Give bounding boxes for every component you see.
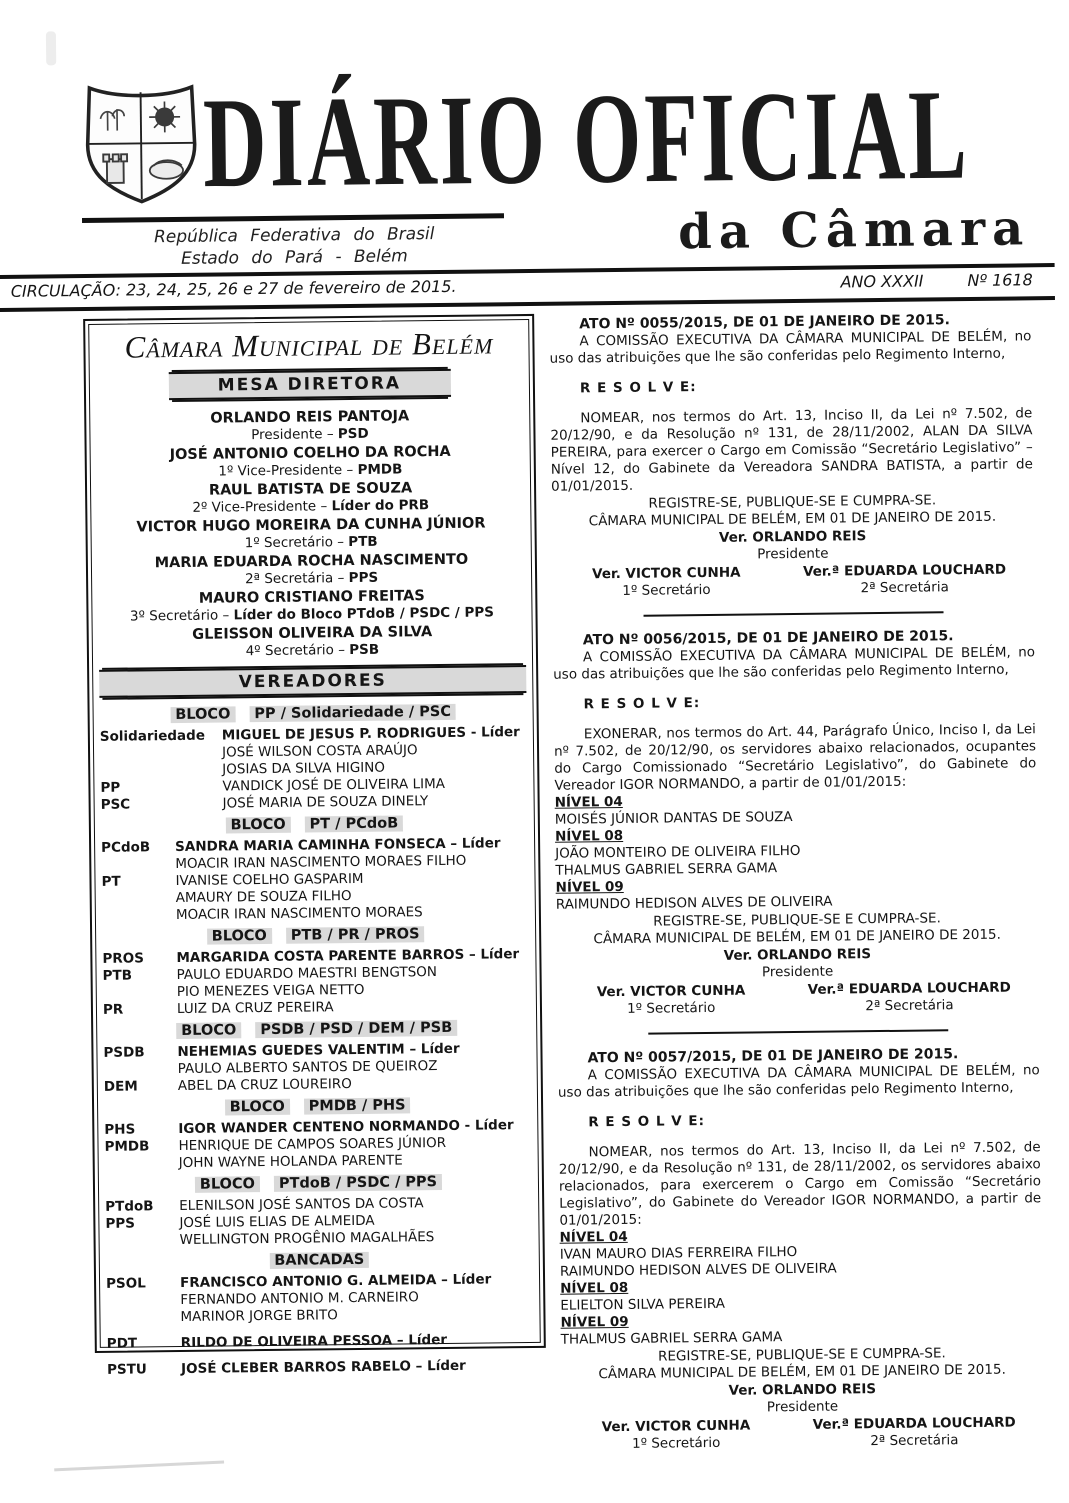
member-name: JOSÉ ANTONIO COELHO DA ROCHA: [97, 442, 524, 465]
party-label: PROS: [102, 950, 176, 968]
member-role: 2º Vice-Presidente – Líder do PRB: [97, 496, 524, 517]
signature-secretaries: [552, 560, 1034, 600]
party-label: DEM: [104, 1078, 178, 1096]
vereador-name: PAULO ALBERTO SANTOS DE QUEIROZ: [178, 1057, 531, 1078]
party-label: PSDB: [103, 1044, 177, 1062]
party-label: PMDB: [104, 1138, 178, 1156]
vereador-name: LUIZ DA CRUZ PEREIRA: [177, 997, 530, 1018]
signature-secretaries: [557, 978, 1039, 1018]
nivel-name: MOISÉS JÚNIOR DANTAS DE SOUZA: [555, 806, 1037, 828]
signature-secretary-2: Ver.ª EDUARDA LOUCHARD 2ª Secretária: [813, 1415, 1016, 1451]
party-label: [102, 907, 176, 925]
vereador-name: FERNANDO ANTONIO M. CARNEIRO: [180, 1288, 533, 1309]
vereador-row: [107, 1331, 534, 1353]
signature-president-role: Presidente: [557, 961, 1039, 983]
ato-0056: [553, 626, 1039, 1018]
bloco-header: BLOCO PP / Solidariedade / PSC: [100, 701, 527, 727]
nivel-name: RAIMUNDO HEDISON ALVES DE OLIVEIRA: [560, 1258, 1042, 1280]
bloco-group: [101, 812, 529, 925]
section-separator: [644, 611, 944, 616]
vereador-name: MIGUEL DE JESUS P. RODRIGUES - Líder: [222, 724, 527, 744]
vereador-row: [106, 1228, 533, 1250]
signature-president-role: Presidente: [552, 543, 1034, 565]
vereador-name: SANDRA MARIA CAMINHA FONSECA – Líder: [175, 835, 528, 856]
member-role: Presidente – PSD: [96, 424, 523, 445]
member-name: VICTOR HUGO MOREIRA DA CUNHA JÚNIOR: [97, 514, 524, 537]
bloco-group: [105, 1171, 533, 1250]
ato-intro: A COMISSÃO EXECUTIVA DA CÂMARA MUNICIPAL DE BELÉM, no uso das atribuições que lhe são conferidas pelo Regimento Interno,: [553, 644, 1035, 683]
nivel-heading: NÍVEL 09: [560, 1309, 1042, 1331]
resolve-label: R E S O L V E:: [550, 375, 1032, 397]
member-name: ORLANDO REIS PANTOJA: [96, 406, 523, 429]
republic-line-1: República Federativa do Brasil: [94, 222, 494, 249]
bloco-header: BLOCO PTdoB / PSDC / PPS: [105, 1171, 532, 1197]
ato-body: NOMEAR, nos termos do Art. 13, Inciso II, da Lei nº 7.502, de 20/12/90, e da Resolução nº 131, de 28/11/2002, ALAN DA SILVA PEREIRA, para exercer o Cargo em Comissão “Secretário Legislativo” – Nível 12, do Gabinete da Vereadora SANDRA BATISTA, a partir de 01/01/2015.: [550, 405, 1033, 495]
nivel-name: IVAN MAURO DIAS FERREIRA FILHO: [560, 1241, 1042, 1263]
vereador-name: JOSÉ WILSON COSTA ARAÚJO: [222, 741, 527, 761]
member-role: 1º Vice-Presidente – PMDB: [97, 460, 524, 481]
signature-secretary-1: Ver. VICTOR CUNHA 1º Secretário: [602, 1418, 751, 1454]
bloco-group: [104, 1094, 532, 1173]
member-role: 1º Secretário – PTB: [98, 532, 525, 553]
ato-0057: [557, 1044, 1044, 1453]
nivel-heading: NÍVEL 09: [556, 874, 1038, 896]
republic-line-2: Estado do Pará - Belém: [94, 244, 494, 271]
party-label: [100, 761, 222, 779]
vereador-name: ELENILSON JOSÉ SANTOS DA COSTA: [179, 1194, 532, 1215]
vereador-name: AMAURY DE SOUZA FILHO: [176, 886, 529, 907]
party-label: PTdoB: [105, 1198, 179, 1216]
signature-secretary-2: Ver.ª EDUARDA LOUCHARD 2ª Secretária: [808, 980, 1011, 1016]
member-name: MAURO CRISTIANO FREITAS: [98, 586, 525, 609]
party-label: PP: [100, 778, 222, 796]
party-label: PSC: [101, 795, 223, 813]
signature-secretary-2: Ver.ª EDUARDA LOUCHARD 2ª Secretária: [803, 562, 1006, 598]
vereador-row: [101, 792, 528, 814]
section-separator: [648, 1029, 948, 1034]
party-label: [103, 984, 177, 1002]
vereador-name: MOACIR IRAN NASCIMENTO MORAES FILHO: [175, 852, 528, 873]
signature-secretaries: [562, 1413, 1044, 1453]
bloco-group: [102, 923, 530, 1019]
bloco-header: BLOCO PT / PCdoB: [101, 812, 528, 838]
ato-title: ATO Nº 0055/2015, DE 01 DE JANEIRO DE 2015.: [549, 310, 1031, 333]
party-label: [102, 890, 176, 908]
party-label: [106, 1292, 180, 1310]
republic-lines: [94, 222, 494, 271]
closing-line: REGISTRE-SE, PUBLIQUE-SE E CUMPRA-SE.: [556, 909, 1038, 931]
member-name: GLEISSON OLIVEIRA DA SILVA: [99, 622, 526, 645]
gazette-subtitle: da Câmara: [678, 200, 1031, 260]
vereador-row: [105, 1151, 532, 1173]
closing-line: CÂMARA MUNICIPAL DE BELÉM, EM 01 DE JANEIRO DE 2015.: [556, 926, 1038, 948]
bloco-header: BLOCO PSDB / PSD / DEM / PSB: [103, 1017, 530, 1043]
left-column-box: [83, 314, 546, 1353]
vereador-name: VANDICK JOSÉ DE OLIVEIRA LIMA: [222, 775, 527, 795]
vereador-name: ABEL DA CRUZ LOUREIRO: [178, 1074, 531, 1095]
member-role: 3º Secretário – Líder do Bloco PTdoB / PSDC / PPS: [98, 604, 525, 625]
party-label: PPS: [105, 1215, 179, 1233]
ato-body: NOMEAR, nos termos do Art. 13, Inciso II, da Lei nº 7.502, de 20/12/90, e da Resolução nº 131, de 28/11/2002, os servidores abaixo relacionados, para exercerem o Cargo em Comissão “Secretário Legislativo”, do Gabinete do Vereador IGOR NORMANDO, a partir de 01/01/2015:: [559, 1139, 1042, 1229]
closing-line: REGISTRE-SE, PUBLIQUE-SE E CUMPRA-SE.: [551, 491, 1033, 513]
party-label: [101, 856, 175, 874]
vereador-name: HENRIQUE DE CAMPOS SOARES JÚNIOR: [178, 1134, 531, 1155]
scan-artifact: [46, 31, 56, 65]
bloco-header: BLOCO PMDB / PHS: [104, 1094, 531, 1120]
party-label: PHS: [104, 1121, 178, 1139]
party-label: PCdoB: [101, 839, 175, 857]
signature-president-name: Ver. ORLANDO REIS: [552, 526, 1034, 548]
signature-president-name: Ver. ORLANDO REIS: [556, 944, 1038, 966]
resolve-label: R E S O L V E:: [553, 691, 1035, 713]
vereador-name: MARINOR JORGE BRITO: [180, 1305, 533, 1326]
vereador-name: RILDO DE OLIVEIRA PESSOA – Líder: [181, 1331, 534, 1352]
right-column: [549, 310, 1044, 1453]
bloco-group: [100, 701, 528, 814]
party-label: Solidariedade: [100, 727, 222, 745]
gazette-title: DIÁRIO OFICIAL: [202, 58, 1050, 218]
mesa-diretora-header: MESA DIRETORA: [168, 369, 450, 400]
bancadas-group: [106, 1248, 534, 1379]
vereador-name: JOSÉ CLEBER BARROS RABELO – Líder: [181, 1357, 534, 1378]
masthead-divider-left: [82, 213, 504, 223]
signature-president-name: Ver. ORLANDO REIS: [561, 1379, 1043, 1401]
vereador-row: [106, 1305, 533, 1327]
closing-line: CÂMARA MUNICIPAL DE BELÉM, EM 01 DE JANEIRO DE 2015.: [561, 1361, 1043, 1383]
bloco-header: BLOCO PTB / PR / PROS: [102, 923, 529, 949]
vereador-name: IVANISE COELHO GASPARIM: [175, 869, 528, 890]
nivel-heading: NÍVEL 08: [560, 1275, 1042, 1297]
left-column-inner: [88, 319, 541, 1348]
resolve-label: R E S O L V E:: [558, 1109, 1040, 1131]
signature-president-role: Presidente: [561, 1396, 1043, 1418]
nivel-name: RAIMUNDO HEDISON ALVES DE OLIVEIRA: [556, 891, 1038, 913]
vereador-name: MARGARIDA COSTA PARENTE BARROS – Líder: [176, 946, 529, 967]
edition-year: ANO XXXII: [840, 272, 923, 292]
vereador-row: [107, 1357, 534, 1379]
vereador-name: PIO MENEZES VEIGA NETTO: [177, 980, 530, 1001]
member-role: 4º Secretário – PSB: [99, 640, 526, 661]
nivel-name: ELIELTON SILVA PEREIRA: [560, 1292, 1042, 1314]
mesa-diretora-list: [96, 406, 526, 661]
party-label: [106, 1309, 180, 1327]
signature-secretary-1: Ver. VICTOR CUNHA 1º Secretário: [597, 983, 746, 1019]
vereadores-header: VEREADORES: [99, 665, 526, 698]
circulation-line: CIRCULAÇÃO: 23, 24, 25, 26 e 27 de fevereiro de 2015.: [11, 277, 457, 301]
vereador-name: NEHEMIAS GUEDES VALENTIM – Líder: [177, 1040, 530, 1061]
edition-number: Nº 1618: [967, 270, 1033, 290]
signature-secretary-1: Ver. VICTOR CUNHA 1º Secretário: [592, 565, 741, 601]
closing-line: REGISTRE-SE, PUBLIQUE-SE E CUMPRA-SE.: [561, 1344, 1043, 1366]
nivel-name: THALMUS GABRIEL SERRA GAMA: [555, 857, 1037, 879]
nivel-heading: NÍVEL 08: [555, 823, 1037, 845]
ato-title: ATO Nº 0057/2015, DE 01 DE JANEIRO DE 2015.: [557, 1044, 1039, 1067]
ato-title: ATO Nº 0056/2015, DE 01 DE JANEIRO DE 2015.: [553, 626, 1035, 649]
scan-artifact: [54, 1461, 224, 1472]
vereador-name: IGOR WANDER CENTENO NORMANDO - Líder: [178, 1117, 531, 1138]
party-label: PDT: [107, 1335, 181, 1353]
ato-0055: [549, 310, 1034, 600]
vereador-row: [103, 997, 530, 1019]
party-label: [106, 1232, 180, 1250]
coat-of-arms-icon: [80, 80, 201, 207]
chamber-title: Câmara Municipal de Belém: [95, 326, 522, 365]
party-label: [104, 1061, 178, 1079]
vereador-name: FRANCISCO ANTONIO G. ALMEIDA – Líder: [180, 1271, 533, 1292]
nivel-heading: NÍVEL 04: [559, 1224, 1041, 1246]
party-label: PR: [103, 1001, 177, 1019]
party-label: PTB: [102, 967, 176, 985]
nivel-name: JOÃO MONTEIRO DE OLIVEIRA FILHO: [555, 840, 1037, 862]
ato-intro: A COMISSÃO EXECUTIVA DA CÂMARA MUNICIPAL DE BELÉM, no uso das atribuições que lhe são conferidas pelo Regimento Interno,: [549, 328, 1031, 367]
nivel-name: THALMUS GABRIEL SERRA GAMA: [561, 1326, 1043, 1348]
vereador-name: JOHN WAYNE HOLANDA PARENTE: [179, 1151, 532, 1172]
party-label: [100, 744, 222, 762]
closing-line: CÂMARA MUNICIPAL DE BELÉM, EM 01 DE JANEIRO DE 2015.: [551, 508, 1033, 530]
vereador-name: JOSÉ LUIS ELIAS DE ALMEIDA: [179, 1211, 532, 1232]
vereador-name: JOSIAS DA SILVA HIGINO: [222, 758, 527, 778]
vereador-row: [104, 1074, 531, 1096]
vereador-name: MOACIR IRAN NASCIMENTO MORAES: [176, 903, 529, 924]
member-name: MARIA EDUARDA ROCHA NASCIMENTO: [98, 550, 525, 573]
party-label: PSTU: [107, 1361, 181, 1379]
party-label: [105, 1155, 179, 1173]
vereador-row: [102, 903, 529, 925]
nivel-heading: NÍVEL 04: [555, 789, 1037, 811]
bloco-group: [103, 1017, 531, 1096]
member-name: RAUL BATISTA DE SOUZA: [97, 478, 524, 501]
member-role: 2ª Secretária – PPS: [98, 568, 525, 589]
ato-body: EXONERAR, nos termos do Art. 44, Parágrafo Único, Inciso I, da Lei nº 7.502, de 20/12/90, os servidores abaixo relacionados, ocupantes do Cargo Comissionado “Secretário Legislativo”, do Gabinete do Vereador IGOR NORMANDO, a partir de 01/01/2015:: [554, 721, 1037, 794]
bancadas-header: BANCADAS: [106, 1248, 533, 1274]
party-label: PSOL: [106, 1275, 180, 1293]
vereador-name: PAULO EDUARDO MAESTRI BENGTSON: [176, 963, 529, 984]
vereador-name: JOSÉ MARIA DE SOUZA DINELY: [223, 792, 528, 812]
ato-intro: A COMISSÃO EXECUTIVA DA CÂMARA MUNICIPAL DE BELÉM, no uso das atribuições que lhe são conferidas pelo Regimento Interno,: [558, 1062, 1040, 1101]
vereador-name: WELLINGTON PROGÊNIO MAGALHÃES: [180, 1228, 533, 1249]
party-label: PT: [101, 873, 175, 891]
